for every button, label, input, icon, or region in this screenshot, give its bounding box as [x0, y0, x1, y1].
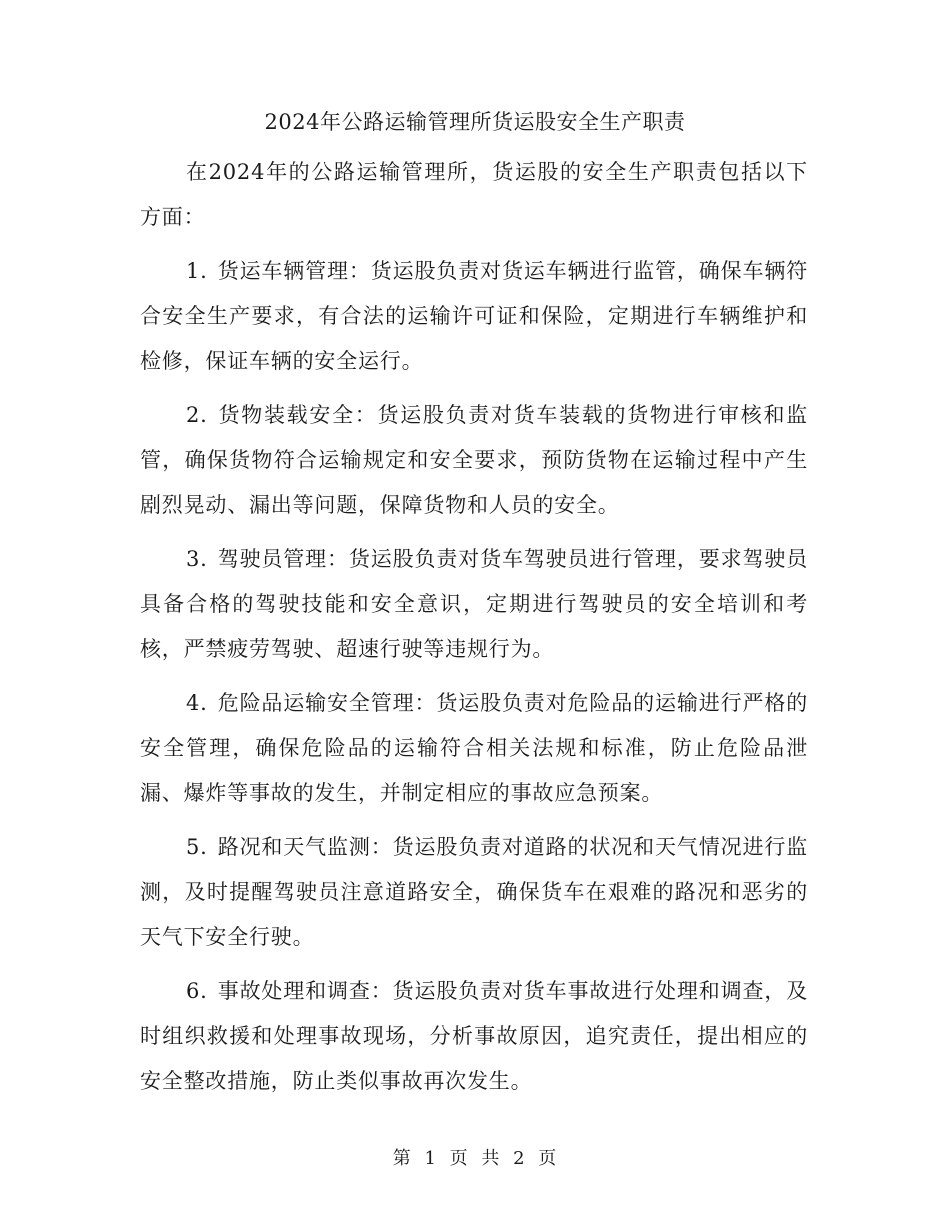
item-number: 1. [186, 259, 208, 283]
document-title: 2024年公路运输管理所货运股安全生产职责 [264, 110, 686, 134]
item-text: 路况和天气监测：货运股负责对道路的状况和天气情况进行监测，及时提醒驾驶员注意道路安全，确保货车在艰难的路况和恶劣的天气下安全行驶。 [140, 835, 808, 949]
item-text: 货运车辆管理：货运股负责对货运车辆进行监管，确保车辆符合安全生产要求，有合法的运输许可证和保险，定期进行车辆维护和检修，保证车辆的安全运行。 [140, 259, 808, 373]
item-number: 6. [186, 979, 208, 1003]
item-text: 货物装载安全：货运股负责对货车装载的货物进行审核和监管，确保货物符合运输规定和安全要求，预防货物在运输过程中产生剧烈晃动、漏出等问题，保障货物和人员的安全。 [140, 403, 808, 517]
page-number-footer: 第 1 页 共 2 页 [392, 1148, 558, 1169]
item-text: 事故处理和调查：货运股负责对货车事故进行处理和调查，及时组织救援和处理事故现场，分析事故原因，追究责任，提出相应的安全整改措施，防止类似事故再次发生。 [140, 979, 808, 1093]
list-item [140, 681, 808, 816]
item-number: 5. [186, 835, 208, 859]
document-body [140, 150, 808, 1113]
item-number: 3. [186, 547, 208, 571]
list-item [140, 393, 808, 528]
list-item [140, 537, 808, 672]
item-number: 4. [186, 691, 208, 715]
item-text: 危险品运输安全管理：货运股负责对危险品的运输进行严格的安全管理，确保危险品的运输符合相关法规和标准，防止危险品泄漏、爆炸等事故的发生，并制定相应的事故应急预案。 [140, 691, 808, 805]
list-item [140, 825, 808, 960]
list-item [140, 249, 808, 384]
item-text: 驾驶员管理：货运股负责对货车驾驶员进行管理，要求驾驶员具备合格的驾驶技能和安全意识，定期进行驾驶员的安全培训和考核，严禁疲劳驾驶、超速行驶等违规行为。 [140, 547, 808, 661]
intro-paragraph: 在2024年的公路运输管理所，货运股的安全生产职责包括以下方面： [140, 160, 808, 229]
list-item [140, 969, 808, 1104]
item-number: 2. [186, 403, 208, 427]
